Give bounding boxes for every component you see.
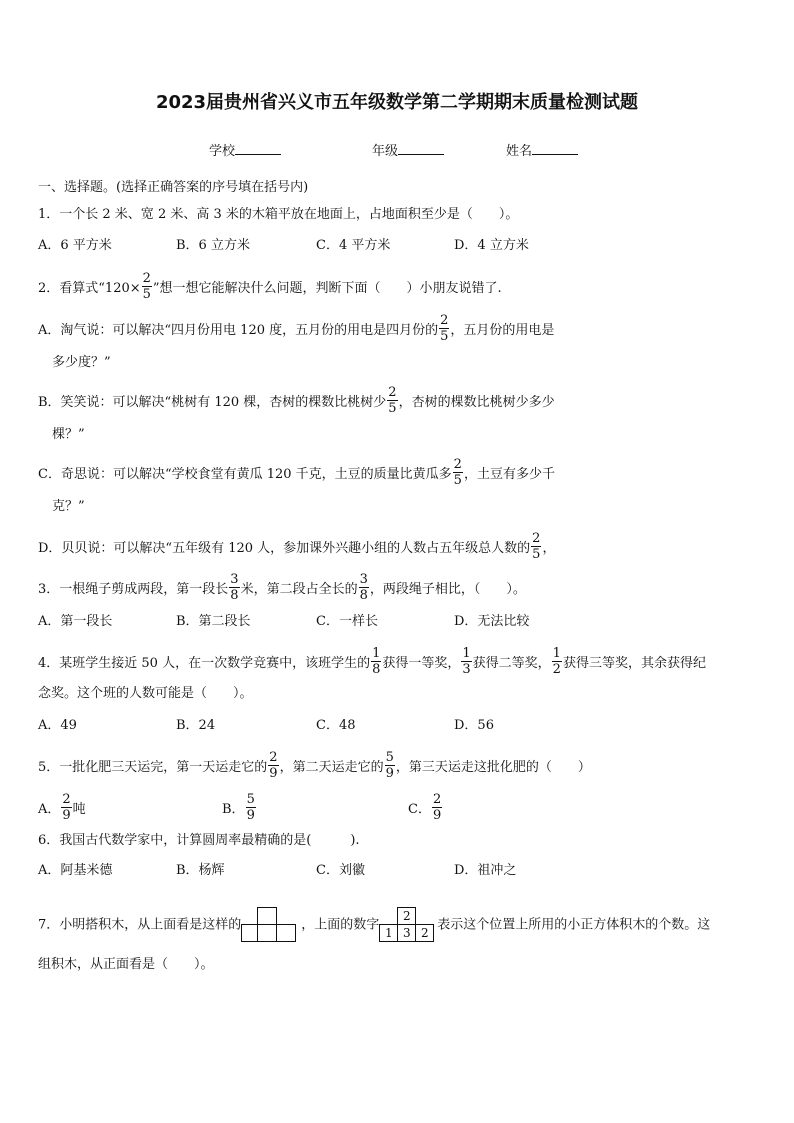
q2-c-fraction xyxy=(453,457,463,488)
denominator: 9 xyxy=(432,808,442,823)
q2-fraction xyxy=(142,271,152,302)
q7-text-3: 表示这个位置上所用的小正方体积木的个数。这 xyxy=(437,917,711,933)
grade-field xyxy=(372,140,444,159)
numerator: 1 xyxy=(372,646,381,661)
q5-text-1: 5．一批化肥三天运完，第一天运走它的 xyxy=(38,760,268,775)
q2-d-text-2: ， xyxy=(542,541,556,556)
numerator: 2 xyxy=(532,531,541,546)
numerator: 2 xyxy=(388,385,397,400)
q2-text-2: ”想一想它能解决什么问题，判断下面（ ）小朋友说错了. xyxy=(152,281,502,296)
q7-text-1: 7．小明搭积木，从上面看是这样的 xyxy=(38,917,242,933)
q1-option-d: D．4 立方米 xyxy=(454,238,529,253)
number-cell: 1 xyxy=(379,924,398,942)
q4-option-a: A．49 xyxy=(38,718,77,733)
name-label: 姓名 xyxy=(506,144,533,159)
unit: 吨 xyxy=(72,802,86,817)
top-view-cell xyxy=(241,924,258,942)
q7-text-cont: 组积木，从正面看是（ ）。 xyxy=(38,957,214,972)
option-letter: C． xyxy=(408,802,431,817)
q4-option-d: D．56 xyxy=(454,718,494,733)
q4-text-3: 获得二等奖， xyxy=(472,656,551,671)
q2-option-b xyxy=(38,387,555,418)
q6-option-b: B．杨辉 xyxy=(176,863,225,878)
top-view-cell xyxy=(276,924,296,942)
q6-option-c: C．刘徽 xyxy=(316,863,365,878)
q3-text-3: ，两段绳子相比，（ ）。 xyxy=(369,582,526,597)
q4-fraction-2 xyxy=(461,646,471,677)
number-cell: 2 xyxy=(397,907,416,925)
question-6: 6．我国古代数学家中，计算圆周率最精确的是( ). xyxy=(38,833,360,848)
denominator: 9 xyxy=(269,766,278,781)
q2-b-fraction xyxy=(387,385,397,416)
grade-label: 年级 xyxy=(372,144,399,159)
numerator: 3 xyxy=(230,572,239,587)
question-7 xyxy=(38,907,710,943)
q2-option-c-cont: 克？” xyxy=(52,499,85,514)
q4-text-4: 获得三等奖，其余获得纪 xyxy=(562,656,706,671)
q6-option-a: A．阿基米德 xyxy=(38,863,113,878)
q4-option-c: C．48 xyxy=(316,718,356,733)
denominator: 8 xyxy=(230,588,239,603)
question-2 xyxy=(38,273,502,304)
name-field xyxy=(506,140,578,159)
q5-a-fraction xyxy=(61,792,71,823)
q2-text-1: 2．看算式“120× xyxy=(38,281,141,296)
q4-fraction-1 xyxy=(371,646,381,677)
denominator: 5 xyxy=(142,287,151,302)
q1-option-b: B．6 立方米 xyxy=(176,238,250,253)
q4-text-1: 4．某班学生接近 50 人，在一次数学竞赛中，该班学生的 xyxy=(38,656,371,671)
section-heading: 一、选择题。(选择正确答案的序号填在括号内) xyxy=(38,180,309,195)
question-1: 1．一个长 2 米、宽 2 米、高 3 米的木箱平放在地面上，占地面积至少是（ ）。 xyxy=(38,207,519,222)
q5-text-3: ，第三天运走这批化肥的（ ） xyxy=(395,760,591,775)
numerator: 1 xyxy=(462,646,471,661)
school-blank xyxy=(235,141,281,155)
denominator: 2 xyxy=(552,662,561,677)
q2-a-text-2: ，五月份的用电是 xyxy=(450,323,555,338)
q5-fraction-2 xyxy=(385,750,395,781)
q3-option-d: D．无法比较 xyxy=(454,614,530,629)
q2-option-c xyxy=(38,459,555,490)
denominator: 8 xyxy=(372,662,381,677)
option-letter: A． xyxy=(38,802,61,817)
q5-b-fraction xyxy=(246,792,256,823)
q4-text-cont: 念奖。这个班的人数可能是（ ）。 xyxy=(38,686,253,701)
q3-option-b: B．第二段长 xyxy=(176,614,251,629)
q5-c-fraction xyxy=(432,792,442,823)
numerator: 3 xyxy=(359,572,368,587)
q2-a-text-1: A．淘气说：可以解决“四月份用电 120 度，五月份的用电是四月份的 xyxy=(38,323,439,338)
denominator: 8 xyxy=(359,588,368,603)
question-4 xyxy=(38,648,706,679)
numerator: 5 xyxy=(385,750,394,765)
top-view-cell xyxy=(257,924,277,942)
numerator: 5 xyxy=(246,792,255,807)
numerator: 1 xyxy=(552,646,561,661)
q1-option-a: A．6 平方米 xyxy=(38,238,112,253)
q2-a-fraction xyxy=(439,313,449,344)
q3-option-c: C．一样长 xyxy=(316,614,378,629)
q2-b-text-1: B．笑笑说：可以解决“桃树有 120 棵，杏树的棵数比桃树少 xyxy=(38,395,387,410)
q3-fraction-1 xyxy=(229,572,239,603)
option-letter: B． xyxy=(222,802,245,817)
q5-text-2: ，第二天运走它的 xyxy=(279,760,384,775)
q2-c-text-1: C．奇思说：可以解决“学校食堂有黄瓜 120 千克，土豆的质量比黄瓜多 xyxy=(38,467,452,482)
denominator: 5 xyxy=(453,473,462,488)
q3-text-2: 米，第二段占全长的 xyxy=(240,582,358,597)
q5-option-b xyxy=(222,794,257,825)
denominator: 5 xyxy=(388,401,397,416)
q2-b-text-2: ，杏树的棵数比桃树少多少 xyxy=(398,395,555,410)
numerator: 2 xyxy=(440,313,449,328)
q7-text-2: ，上面的数字 xyxy=(301,917,380,933)
numerator: 2 xyxy=(142,271,151,286)
name-blank xyxy=(532,141,578,155)
school-label: 学校 xyxy=(209,144,236,159)
numerator: 2 xyxy=(62,792,71,807)
q2-option-a-cont: 多少度？” xyxy=(52,355,111,370)
denominator: 9 xyxy=(246,808,255,823)
denominator: 5 xyxy=(532,547,541,562)
q3-option-a: A．第一段长 xyxy=(38,614,113,629)
school-field xyxy=(209,140,281,159)
question-3 xyxy=(38,574,526,605)
numerator: 2 xyxy=(432,792,442,807)
q2-option-b-cont: 棵？” xyxy=(52,427,85,442)
q4-option-b: B．24 xyxy=(176,718,216,733)
page-title: 2023届贵州省兴义市五年级数学第二学期期末质量检测试题 xyxy=(155,92,639,113)
q2-option-a xyxy=(38,315,554,346)
q1-option-c: C．4 平方米 xyxy=(316,238,391,253)
q5-option-c xyxy=(408,794,443,825)
q3-fraction-2 xyxy=(359,572,369,603)
numerator: 2 xyxy=(453,457,462,472)
denominator: 9 xyxy=(62,808,71,823)
q4-text-2: 获得一等奖， xyxy=(382,656,461,671)
q3-text-1: 3．一根绳子剪成两段，第一段长 xyxy=(38,582,229,597)
denominator: 5 xyxy=(440,329,449,344)
numerator: 2 xyxy=(269,750,278,765)
q4-fraction-3 xyxy=(552,646,562,677)
q2-option-d xyxy=(38,533,555,564)
number-cell: 2 xyxy=(415,924,434,942)
q2-d-text-1: D．贝贝说：可以解决“五年级有 120 人，参加课外兴趣小组的人数占五年级总人数的 xyxy=(38,541,531,556)
question-5 xyxy=(38,752,591,783)
q5-option-a xyxy=(38,794,86,825)
top-view-cell xyxy=(257,907,277,925)
q6-option-d: D．祖冲之 xyxy=(454,863,517,878)
number-grid-figure xyxy=(379,907,437,943)
top-view-figure xyxy=(241,907,301,943)
q2-c-text-2: ，土豆有多少千 xyxy=(463,467,555,482)
denominator: 9 xyxy=(385,766,394,781)
q5-fraction-1 xyxy=(268,750,278,781)
number-cell: 3 xyxy=(397,924,416,942)
denominator: 3 xyxy=(462,662,471,677)
q2-d-fraction xyxy=(531,531,541,562)
grade-blank xyxy=(398,141,444,155)
